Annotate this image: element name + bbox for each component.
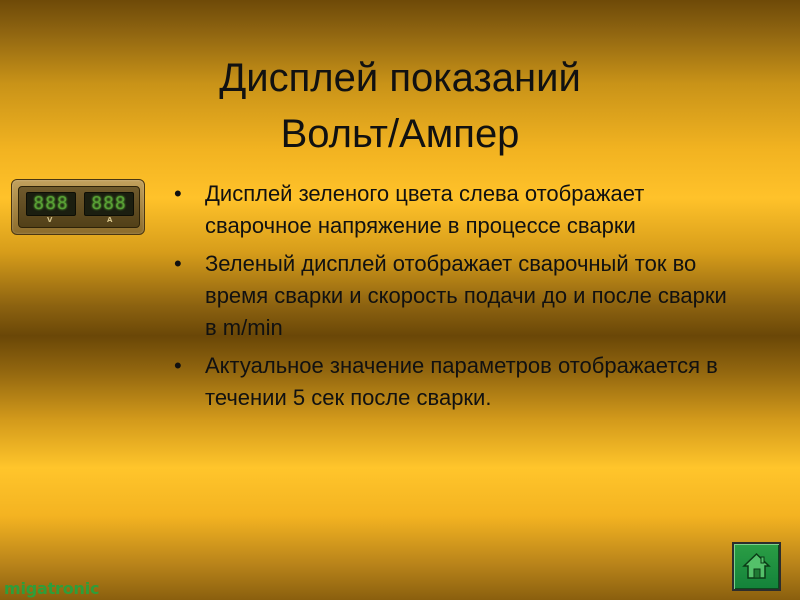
- home-icon: [742, 552, 771, 581]
- current-readout: 888: [84, 192, 134, 216]
- volt-unit-label: V: [47, 216, 53, 224]
- bullet-text: Дисплей зеленого цвета слева отображает сварочное напряжение в процессе сварки: [205, 181, 645, 238]
- bullet-text: Зеленый дисплей отображает сварочный ток во время сварки и скорость подачи до и после сварки в m/min: [205, 251, 727, 340]
- slide-title: [150, 50, 650, 162]
- title-line-1: Дисплей показаний: [219, 56, 581, 100]
- display-bezel: [18, 186, 140, 228]
- bullet-item: [172, 248, 742, 344]
- voltage-readout: 888: [26, 192, 76, 216]
- bullet-icon: •: [174, 181, 182, 206]
- bullet-item: [172, 178, 742, 242]
- migatronic-logo: migatronic: [4, 579, 100, 598]
- bullet-text: Актуальное значение параметров отображается в течении 5 сек после сварки.: [205, 353, 718, 410]
- volt-amp-display-image: [11, 179, 145, 235]
- bullet-item: [172, 350, 742, 414]
- amp-unit-label: A: [107, 216, 113, 224]
- bullet-list: [172, 178, 742, 420]
- bullet-icon: •: [174, 353, 182, 378]
- title-line-2: Вольт/Ампер: [280, 112, 520, 156]
- home-button[interactable]: [732, 542, 781, 591]
- bullet-icon: •: [174, 251, 182, 276]
